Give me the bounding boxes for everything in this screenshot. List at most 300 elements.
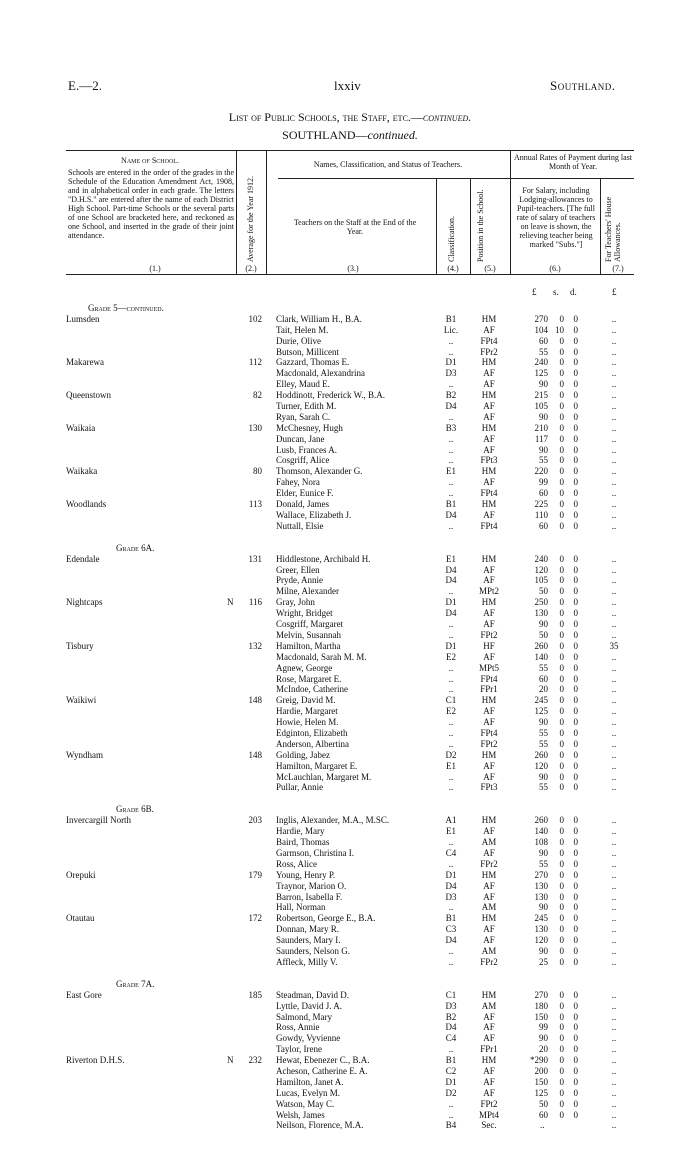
teacher-classification: D1 — [445, 869, 457, 880]
table-row — [0, 1022, 700, 1033]
teacher-position: AF — [483, 509, 495, 520]
column-number: (2.) — [245, 264, 257, 273]
grade-label: Grade 6B. — [116, 804, 154, 815]
school-name: Wyndham — [66, 749, 103, 760]
table-row — [0, 870, 700, 881]
school-name: Waikiwi — [66, 695, 97, 706]
house-allowance: .. — [611, 1109, 617, 1120]
teacher-classification: .. — [448, 488, 454, 499]
salary-pence: 0 — [573, 891, 578, 902]
teacher-classification: .. — [448, 1109, 454, 1120]
teacher-classification: .. — [448, 673, 454, 684]
teacher-name: Golding, Jabez — [276, 749, 330, 760]
salary-pounds: 200 — [534, 1066, 548, 1076]
salary-pounds: 90 — [539, 847, 548, 858]
salary-shillings: 0 — [559, 1044, 564, 1055]
teacher-name: Robertson, George E., B.A. — [276, 913, 376, 924]
house-allowance: .. — [611, 499, 617, 510]
salary-pence: 0 — [573, 935, 578, 946]
salary-pounds: 150 — [534, 1076, 548, 1087]
teacher-name: Elder, Eunice F. — [276, 488, 334, 499]
teacher-classification: B3 — [445, 422, 457, 433]
house-allowance: .. — [611, 1098, 617, 1109]
teacher-name: Acheson, Catherine E. A. — [276, 1066, 368, 1076]
salary-pence: 0 — [573, 727, 578, 738]
table-row — [0, 772, 700, 783]
teacher-classification: B2 — [445, 390, 457, 401]
col-divider — [510, 150, 511, 274]
school-name: Woodlands — [66, 499, 107, 510]
teacher-position: FPr1 — [480, 1044, 498, 1055]
salary-pounds: 225 — [534, 499, 548, 510]
teacher-position: HM — [481, 695, 497, 706]
salary-pounds: 215 — [534, 390, 548, 401]
salary-shillings: 0 — [559, 313, 564, 324]
salary-pence: 0 — [573, 738, 578, 749]
table-row — [0, 1012, 700, 1023]
teacher-position: AF — [483, 575, 495, 586]
salary-shillings: 0 — [559, 673, 564, 684]
teacher-position: HF — [483, 640, 495, 651]
salary-shillings: 0 — [559, 390, 564, 401]
teacher-classification: E1 — [446, 553, 456, 564]
teacher-classification: B1 — [445, 499, 457, 510]
teacher-position: AF — [483, 368, 495, 379]
teacher-name: Durie, Olive — [276, 335, 321, 346]
table-row — [0, 990, 700, 1001]
salary-shillings: 0 — [559, 858, 564, 869]
salary-pounds: 90 — [539, 945, 548, 956]
teacher-position: AF — [483, 401, 495, 412]
teacher-classification: C1 — [445, 695, 457, 706]
teacher-classification: .. — [448, 837, 454, 848]
house-allowance: .. — [611, 608, 617, 619]
salary-shillings: 0 — [559, 422, 564, 433]
teacher-position: MPt2 — [478, 586, 499, 597]
salary-pence: 0 — [573, 444, 578, 455]
teacher-position: AF — [483, 477, 495, 488]
table-row — [0, 466, 700, 477]
teacher-classification: B2 — [445, 1011, 457, 1022]
house-allowance: .. — [611, 924, 617, 935]
salary-pounds: 108 — [534, 837, 548, 848]
salary-pence: 0 — [573, 455, 578, 466]
average-attendance: 232 — [248, 1055, 262, 1066]
teacher-name: Elley, Maud E. — [276, 379, 330, 390]
table-row — [0, 347, 700, 358]
teacher-classification: D4 — [445, 1022, 457, 1033]
salary-shillings: 0 — [559, 433, 564, 444]
salary-pence: 0 — [573, 379, 578, 390]
table-row — [0, 357, 700, 368]
teacher-name: Barron, Isabella F. — [276, 891, 343, 902]
teacher-position: FPt4 — [480, 727, 498, 738]
teacher-classification: D4 — [445, 509, 457, 520]
teacher-position: FPt2 — [480, 629, 498, 640]
table-row — [0, 445, 700, 456]
school-flag: N — [227, 597, 234, 608]
column-number: (6.) — [549, 264, 561, 273]
grade-heading — [0, 799, 700, 815]
teacher-position: AF — [483, 433, 495, 444]
house-allowance: .. — [611, 945, 617, 956]
teacher-position: AF — [483, 1066, 495, 1076]
salary-pounds: 125 — [534, 1087, 548, 1098]
teacher-classification: .. — [448, 379, 454, 390]
teacher-position: AF — [483, 826, 495, 837]
salary-pounds: 140 — [534, 651, 548, 662]
salary-pence: 0 — [573, 520, 578, 531]
teacher-name: Wright, Bridget — [276, 608, 333, 619]
salary-shillings: 0 — [559, 706, 564, 717]
salary-pence: 0 — [573, 477, 578, 488]
salary-pence: 0 — [573, 1000, 578, 1011]
salary-shillings: 0 — [559, 520, 564, 531]
table-row — [0, 1066, 700, 1077]
salary-shillings: 0 — [559, 847, 564, 858]
table-row — [0, 488, 700, 499]
table-row — [0, 728, 700, 739]
house-allowance: .. — [611, 826, 617, 837]
rates-group-rule — [510, 178, 634, 179]
teacher-position: Sec. — [481, 1120, 497, 1131]
house-allowance: .. — [611, 509, 617, 520]
salary-shillings: 0 — [559, 629, 564, 640]
teacher-classification: .. — [448, 444, 454, 455]
salary-pounds: 240 — [534, 357, 548, 368]
salary-pence: 0 — [573, 826, 578, 837]
salary-shillings: 0 — [559, 411, 564, 422]
salary-shillings: 0 — [559, 466, 564, 477]
salary-shillings: 0 — [559, 509, 564, 520]
teacher-name: Ross, Alice — [276, 858, 318, 869]
salary-pence: 0 — [573, 662, 578, 673]
table-subtitle: SOUTHLAND—continued. — [282, 128, 418, 142]
teacher-position: HM — [481, 597, 497, 608]
house-allowance: .. — [611, 335, 617, 346]
salary-pence: 0 — [573, 945, 578, 956]
salary-pence: 0 — [573, 608, 578, 619]
teacher-position: AF — [483, 608, 495, 619]
salary-pence: 0 — [573, 324, 578, 335]
teacher-classification: .. — [448, 433, 454, 444]
teacher-classification: D4 — [445, 608, 457, 619]
salary-pence: 0 — [573, 433, 578, 444]
teacher-name: Tait, Helen M. — [276, 324, 329, 335]
teacher-position: AF — [483, 847, 495, 858]
house-allowance: .. — [611, 324, 617, 335]
house-allowance: .. — [611, 771, 617, 782]
teacher-classification: .. — [448, 738, 454, 749]
average-attendance: 102 — [248, 313, 262, 324]
teacher-name: Traynor, Marion O. — [276, 880, 347, 891]
teacher-classification: .. — [448, 411, 454, 422]
table-body — [0, 287, 700, 1137]
teacher-name: Young, Henry P. — [276, 869, 336, 880]
table-row — [0, 390, 700, 401]
teacher-classification: E1 — [446, 760, 456, 771]
house-allowance: .. — [611, 575, 617, 586]
salary-pounds: 50 — [539, 629, 548, 640]
salary-pounds: 260 — [534, 749, 548, 760]
salary-pence: 0 — [573, 575, 578, 586]
salary-shillings: 0 — [559, 586, 564, 597]
teacher-classification: .. — [448, 782, 454, 793]
grade-heading — [0, 974, 700, 990]
table-row — [0, 630, 700, 641]
salary-pounds: 60 — [539, 673, 548, 684]
school-name: Waikaia — [66, 422, 96, 433]
teacher-name: Hewat, Ebenezer C., B.A. — [276, 1055, 370, 1066]
school-name: Makarewa — [66, 357, 104, 368]
salary-pence: 0 — [573, 640, 578, 651]
school-name: Waikaka — [66, 466, 98, 477]
teacher-classification: .. — [448, 945, 454, 956]
salary-pounds: 55 — [539, 346, 548, 357]
table-row — [0, 455, 700, 466]
teacher-classification: D4 — [445, 564, 457, 575]
teacher-position: FPt4 — [480, 673, 498, 684]
table-row — [0, 641, 700, 652]
house-allowance: .. — [611, 466, 617, 477]
teacher-classification: .. — [448, 335, 454, 346]
teacher-classification: D4 — [445, 401, 457, 412]
teacher-classification: .. — [448, 956, 454, 967]
teacher-position: AF — [483, 717, 495, 728]
salary-pounds: 90 — [539, 1033, 548, 1044]
salary-pence: 0 — [573, 488, 578, 499]
table-row — [0, 717, 700, 728]
salary-pounds: 245 — [534, 695, 548, 706]
salary-shillings: 0 — [559, 1076, 564, 1087]
salary-shillings: 0 — [559, 477, 564, 488]
region-heading: Southland. — [550, 78, 616, 93]
salary-pence: 0 — [573, 466, 578, 477]
teacher-classification: .. — [448, 727, 454, 738]
school-name: Lumsden — [66, 313, 100, 324]
table-row — [0, 619, 700, 630]
salary-shillings: 0 — [559, 651, 564, 662]
teacher-position: AF — [483, 1087, 495, 1098]
teacher-classification: D4 — [445, 935, 457, 946]
table-row — [0, 761, 700, 772]
teacher-classification: D3 — [445, 1000, 457, 1011]
salary-shillings: 0 — [559, 924, 564, 935]
teacher-name: Macdonald, Alexandrina — [276, 368, 365, 379]
salary-shillings: 0 — [559, 989, 564, 1000]
teacher-classification: D2 — [445, 1087, 457, 1098]
salary-pounds: 90 — [539, 411, 548, 422]
teacher-position: AF — [483, 619, 495, 630]
house-allowance: .. — [611, 1044, 617, 1055]
teacher-name: Greer, Ellen — [276, 564, 320, 575]
salary-pounds: 260 — [534, 815, 548, 826]
teacher-classification: D1 — [445, 1076, 457, 1087]
salary-pounds: 55 — [539, 455, 548, 466]
table-row — [0, 935, 700, 946]
house-allowance: .. — [611, 368, 617, 379]
teacher-position: AF — [483, 564, 495, 575]
salary-shillings: 0 — [559, 553, 564, 564]
header-bottom-rule — [66, 274, 634, 275]
school-name: Orepuki — [66, 869, 96, 880]
salary-pounds: 117 — [534, 433, 548, 444]
salary-pounds: 120 — [534, 760, 548, 771]
teacher-position: FPr2 — [480, 858, 498, 869]
house-allowance: .. — [611, 847, 617, 858]
average-attendance: 80 — [253, 466, 262, 477]
salary-pounds: 180 — [534, 1000, 548, 1011]
teacher-position: FPt2 — [480, 738, 498, 749]
salary-shillings: 0 — [559, 945, 564, 956]
house-allowance: .. — [611, 411, 617, 422]
teacher-position: HM — [481, 913, 497, 924]
table-row — [0, 314, 700, 325]
teacher-position: AM — [481, 945, 497, 956]
average-column-title: Average for the Year 1912. — [246, 175, 255, 262]
teacher-position: HM — [481, 1055, 497, 1066]
house-allowance: .. — [611, 629, 617, 640]
teacher-position: AF — [483, 411, 495, 422]
salary-pence: 0 — [573, 346, 578, 357]
table-row — [0, 401, 700, 412]
teacher-classification: D2 — [445, 749, 457, 760]
average-attendance: 82 — [253, 390, 262, 401]
teacher-name: Baird, Thomas — [276, 837, 330, 848]
teacher-position: AF — [483, 935, 495, 946]
teacher-position: FPt4 — [480, 335, 498, 346]
average-attendance: 131 — [248, 553, 262, 564]
school-name: Nightcaps — [66, 597, 103, 608]
house-allowance: .. — [611, 379, 617, 390]
salary-shillings: 0 — [559, 1098, 564, 1109]
house-allowance: .. — [611, 1120, 617, 1131]
salary-shillings: 0 — [559, 869, 564, 880]
table-row — [0, 1088, 700, 1099]
col-divider — [600, 178, 601, 274]
teacher-position: HM — [481, 815, 497, 826]
teacher-position: HM — [481, 553, 497, 564]
school-name: Riverton D.H.S. — [66, 1055, 125, 1066]
house-allowance: .. — [611, 520, 617, 531]
salary-pounds: 245 — [534, 913, 548, 924]
salary-shillings: 10 — [555, 324, 564, 335]
teacher-name: Affleck, Milly V. — [276, 956, 338, 967]
salary-pounds: 20 — [539, 1044, 548, 1055]
salary-pounds: 60 — [539, 488, 548, 499]
salary-pounds: .. — [540, 1120, 545, 1131]
table-row — [0, 913, 700, 924]
teacher-classification: .. — [448, 455, 454, 466]
house-allowance: .. — [611, 989, 617, 1000]
table-row — [0, 652, 700, 663]
salary-shillings: 0 — [559, 575, 564, 586]
salary-pence: 0 — [573, 717, 578, 728]
teacher-name: Macdonald, Sarah M. M. — [276, 651, 367, 662]
teacher-position: AM — [481, 902, 497, 913]
salary-shillings: 0 — [559, 401, 564, 412]
salary-pounds: 60 — [539, 520, 548, 531]
teacher-name: McChesney, Hugh — [276, 422, 343, 433]
salary-pounds: 130 — [534, 608, 548, 619]
teacher-name: Thomson, Alexander G. — [276, 466, 363, 477]
salary-shillings: 0 — [559, 379, 564, 390]
teacher-name: Neilson, Florence, M.A. — [276, 1120, 364, 1131]
salary-pence: 0 — [573, 771, 578, 782]
salary-shillings: 0 — [559, 1033, 564, 1044]
salary-shillings: 0 — [559, 444, 564, 455]
table-row — [0, 1120, 700, 1131]
salary-pence: 0 — [573, 1066, 578, 1076]
salary-pence: 0 — [573, 1011, 578, 1022]
teacher-name: Duncan, Jane — [276, 433, 325, 444]
teacher-position: AF — [483, 880, 495, 891]
salary-pence: 0 — [573, 1044, 578, 1055]
salary-shillings: 0 — [559, 1022, 564, 1033]
average-attendance: 148 — [248, 695, 262, 706]
table-row — [0, 674, 700, 685]
teacher-name: Ryan, Sarah C. — [276, 411, 331, 422]
teacher-name: Ross, Annie — [276, 1022, 320, 1033]
teacher-position: AM — [481, 1000, 497, 1011]
position-column-title: Position in the School. — [476, 189, 485, 262]
salary-pence: 0 — [573, 858, 578, 869]
house-allowance: .. — [611, 1066, 617, 1076]
house-allowance: .. — [611, 619, 617, 630]
teacher-name: Inglis, Alexander, M.A., M.SC. — [276, 815, 390, 826]
house-allowance: .. — [611, 717, 617, 728]
table-row — [0, 706, 700, 717]
average-attendance: 112 — [248, 357, 262, 368]
table-row — [0, 336, 700, 347]
teacher-position: AF — [483, 379, 495, 390]
salary-pence: 0 — [573, 782, 578, 793]
table-row — [0, 815, 700, 826]
salary-pounds: 104 — [534, 324, 548, 335]
teacher-name: Hardie, Margaret — [276, 706, 338, 717]
salary-pence: 0 — [573, 1022, 578, 1033]
teacher-classification: D1 — [445, 640, 457, 651]
salary-shillings: 0 — [559, 1066, 564, 1076]
teacher-classification: C3 — [445, 924, 457, 935]
salary-shillings: 0 — [559, 738, 564, 749]
salary-pounds: 90 — [539, 619, 548, 630]
salary-pounds: 120 — [534, 935, 548, 946]
teacher-name: Anderson, Albertina — [276, 738, 349, 749]
table-row — [0, 477, 700, 488]
salary-pounds: 25 — [539, 956, 548, 967]
teacher-name: Saunders, Mary I. — [276, 935, 341, 946]
house-allowance: .. — [611, 956, 617, 967]
salary-shillings: 0 — [559, 1087, 564, 1098]
table-row — [0, 434, 700, 445]
table-row — [0, 325, 700, 336]
salary-pence: 0 — [573, 422, 578, 433]
salary-pounds: 90 — [539, 902, 548, 913]
house-allowance: .. — [611, 477, 617, 488]
house-allowance: .. — [611, 760, 617, 771]
salary-shillings: 0 — [559, 335, 564, 346]
teacher-position: HM — [481, 749, 497, 760]
teacher-name: Welsh, James — [276, 1109, 325, 1120]
table-row — [0, 1077, 700, 1088]
house-allowance: .. — [611, 357, 617, 368]
salary-shillings: 0 — [559, 619, 564, 630]
house-allowance: .. — [611, 444, 617, 455]
teacher-position: AF — [483, 924, 495, 935]
teacher-position: AF — [483, 891, 495, 902]
house-allowance: .. — [611, 684, 617, 695]
